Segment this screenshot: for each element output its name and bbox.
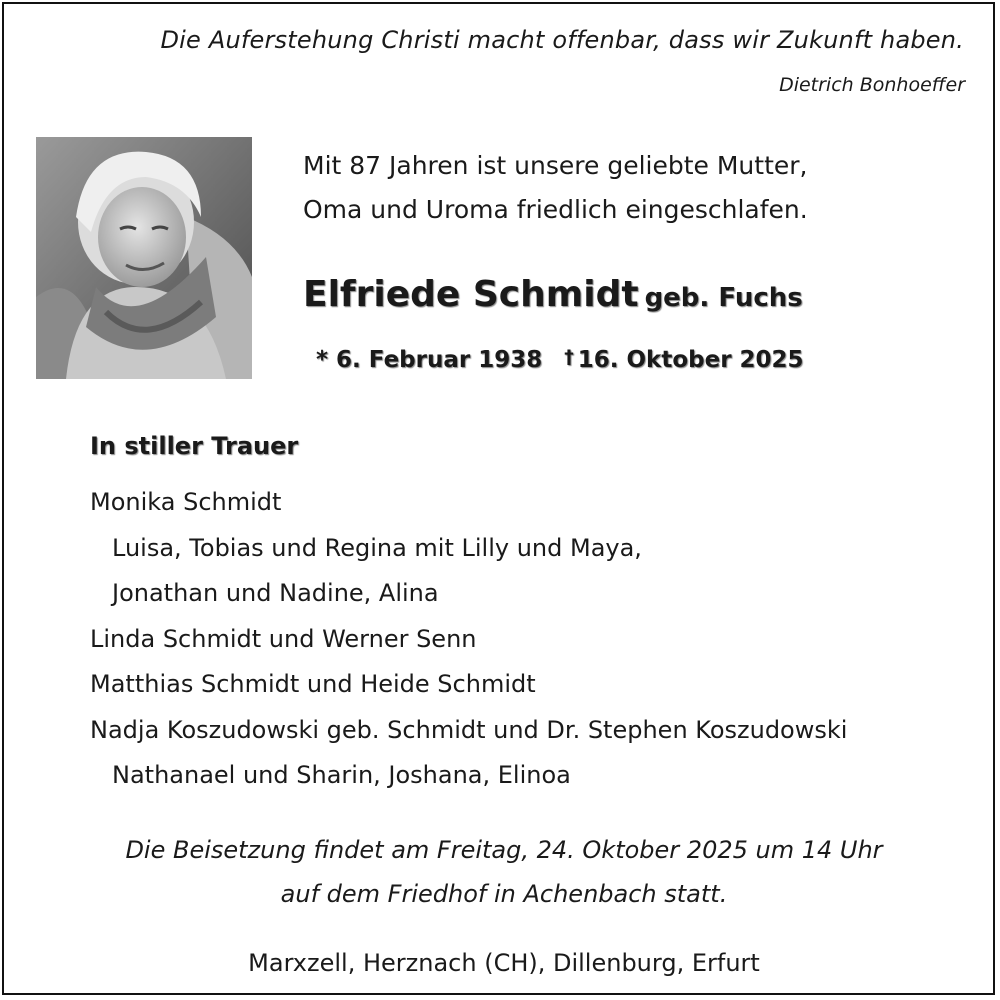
mourner-line: Monika Schmidt xyxy=(90,488,282,516)
mourner-line: Linda Schmidt und Werner Senn xyxy=(90,624,477,653)
mourners-heading: In stiller Trauer xyxy=(90,432,299,460)
portrait-photo xyxy=(36,137,252,379)
mourner-line: Matthias Schmidt und Heide Schmidt xyxy=(90,670,536,698)
intro-line: Mit 87 Jahren ist unsere geliebte Mutter, xyxy=(303,151,808,180)
mourner-line: Nadja Koszudowski geb. Schmidt und Dr. Stephen Koszudowski xyxy=(90,715,848,744)
mourner-line: Jonathan und Nadine, Alina xyxy=(112,579,439,607)
mourners-list xyxy=(90,480,847,799)
intro-line: Oma und Uroma friedlich eingeschlafen. xyxy=(303,195,808,224)
obituary-notice xyxy=(2,2,995,995)
mourner-line: Nathanael und Sharin, Joshana, Elinoa xyxy=(112,761,571,789)
family-places: Marxzell, Herznach (CH), Dillenburg, Erfurt xyxy=(248,949,760,977)
life-dates xyxy=(316,346,804,373)
bible-quote: Die Auferstehung Christi macht offenbar, dass wir Zukunft haben. xyxy=(160,26,964,54)
death-date: 16. Oktober 2025 xyxy=(577,347,804,373)
funeral-line: Die Beisetzung findet am Freitag, 24. Oktober 2025 um 14 Uhr xyxy=(125,836,883,864)
funeral-info xyxy=(4,828,1000,916)
mourner-line: Luisa, Tobias und Regina mit Lilly und Maya, xyxy=(112,533,642,562)
funeral-line: auf dem Friedhof in Achenbach statt. xyxy=(280,880,728,908)
intro-text xyxy=(303,144,808,232)
cross-icon: † xyxy=(564,346,574,368)
quote-author: Dietrich Bonhoeffer xyxy=(779,74,965,96)
full-name: Elfriede Schmidt xyxy=(303,274,639,315)
birth-date: * 6. Februar 1938 xyxy=(316,347,543,373)
maiden-name: geb. Fuchs xyxy=(644,283,803,313)
deceased-name xyxy=(303,274,803,315)
